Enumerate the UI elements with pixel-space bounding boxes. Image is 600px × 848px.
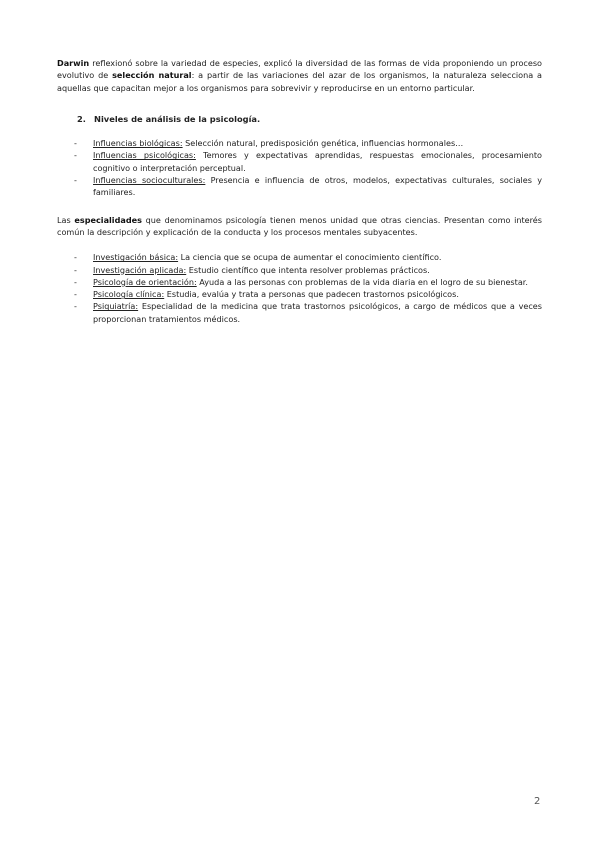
item-term: Influencias psicológicas:: [93, 150, 196, 161]
item-description: Estudio científico que intenta resolver problemas prácticos.: [186, 264, 430, 275]
specialties-paragraph: [57, 214, 542, 239]
section-heading: [57, 113, 542, 125]
specialties-list: [57, 251, 542, 325]
specialties-text-1: Las: [57, 214, 75, 225]
seleccion-natural-term: selección natural: [112, 70, 192, 81]
bullet-dash: -: [74, 175, 77, 186]
document-page: [57, 57, 542, 325]
item-term: Psiquiatría:: [93, 301, 139, 312]
levels-list: [57, 137, 542, 198]
item-description: Presencia e influencia de otros, modelos, expectativas culturales, sociales y familiares.: [93, 175, 542, 198]
bullet-dash: -: [74, 150, 77, 161]
bullet-dash: -: [74, 264, 77, 275]
list-item: [57, 300, 542, 325]
bullet-dash: -: [74, 138, 77, 149]
section-number: 2.: [77, 113, 86, 124]
item-description: Estudia, evalúa y trata a personas que padecen trastornos psicológicos.: [164, 289, 459, 300]
intro-text-2: : a partir de las variaciones del azar de los organismos, la naturaleza selecciona a aquellas que capacitan mejor a los organismos para sobrevivir y reproducirse en un entorno particular.: [57, 70, 543, 93]
item-description: Selección natural, predisposición genética, influencias hormonales…: [182, 138, 464, 149]
item-term: Influencias socioculturales:: [93, 175, 206, 186]
item-term: Investigación aplicada:: [93, 264, 187, 275]
item-term: Psicología de orientación:: [93, 276, 197, 287]
especialidades-term: especialidades: [74, 214, 142, 225]
bullet-dash: -: [74, 252, 77, 263]
item-description: Temores y expectativas aprendidas, respuestas emocionales, procesamiento cognitivo o interpretación perceptual.: [93, 150, 543, 173]
list-item: [57, 288, 542, 300]
bullet-dash: -: [74, 276, 77, 287]
item-term: Investigación básica:: [93, 252, 179, 263]
list-item: [57, 276, 542, 288]
darwin-term: Darwin: [57, 58, 90, 68]
intro-paragraph: [57, 57, 542, 94]
item-term: Influencias biológicas:: [93, 138, 183, 149]
item-term: Psicología clínica:: [93, 289, 165, 300]
item-description: Ayuda a las personas con problemas de la vida diaria en el logro de su bienestar.: [196, 276, 528, 287]
item-description: La ciencia que se ocupa de aumentar el conocimiento científico.: [178, 252, 442, 263]
list-item: [57, 174, 542, 199]
list-item: [57, 149, 542, 174]
section-title: Niveles de análisis de la psicología.: [94, 113, 261, 124]
page-number: 2: [534, 796, 541, 807]
intro-text-1: reflexionó sobre la variedad de especies, explicó la diversidad de las formas de vida proponiendo un proceso evolutivo de: [57, 58, 542, 81]
item-description: Especialidad de la medicina que trata trastornos psicológicos, a cargo de médicos que a veces proporcionan tratamientos médicos.: [93, 301, 542, 324]
list-item: [57, 264, 542, 276]
specialties-text-2: que denominamos psicología tienen menos unidad que otras ciencias. Presentan como interés común la descripción y explicación de la conducta y los procesos mentales subyacentes.: [57, 214, 542, 237]
list-item: [57, 137, 542, 149]
bullet-dash: -: [74, 301, 77, 312]
bullet-dash: -: [74, 289, 77, 300]
list-item: [57, 251, 542, 263]
